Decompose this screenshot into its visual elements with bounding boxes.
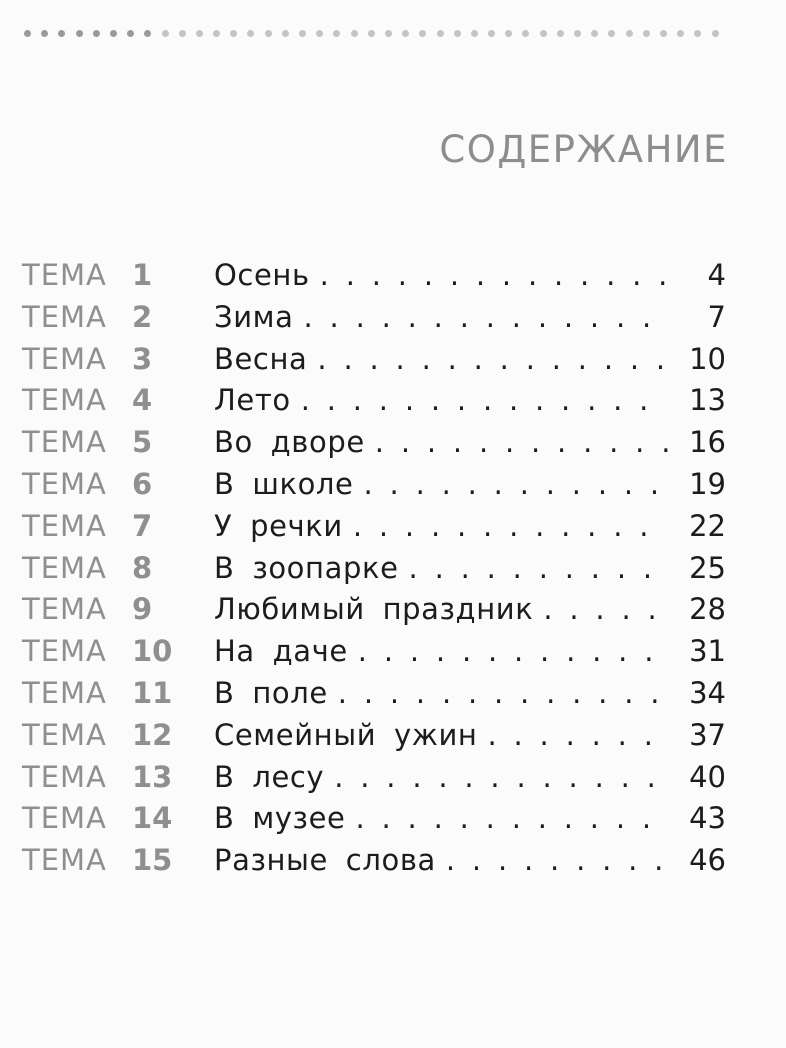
entry-title: Осень (214, 258, 310, 292)
border-dot (677, 30, 684, 37)
border-dot (471, 30, 478, 37)
toc-entry[interactable] (22, 589, 726, 631)
entry-title: В лесу (214, 759, 325, 794)
topic-number: 10 (132, 634, 173, 669)
border-dot (660, 30, 667, 37)
dot-leader (334, 757, 668, 799)
page-number: 40 (689, 759, 726, 794)
topic-number: 5 (132, 425, 153, 460)
toc-entry[interactable] (22, 422, 726, 464)
toc-entry[interactable] (22, 339, 726, 381)
page-number: 34 (689, 675, 726, 710)
topic-label: ТЕМА (22, 341, 107, 376)
topic-number: 7 (132, 508, 153, 543)
border-dot (368, 30, 375, 37)
entry-title: Весна (214, 341, 308, 376)
entry-title: Разные слова (214, 843, 436, 878)
topic-label: ТЕМА (22, 592, 107, 627)
border-dot (179, 30, 186, 37)
border-dot (626, 30, 633, 37)
topic-number: 1 (132, 258, 153, 292)
toc-entry[interactable] (22, 631, 726, 673)
border-dot (299, 30, 306, 37)
topic-label: ТЕМА (22, 508, 107, 543)
border-dot (41, 30, 48, 37)
topic-number: 14 (132, 801, 173, 836)
border-dot (282, 30, 289, 37)
topic-label: ТЕМА (22, 299, 107, 334)
page-number: 25 (689, 550, 726, 585)
border-dot (333, 30, 340, 37)
entry-title: У речки (214, 508, 343, 543)
dot-leader (317, 339, 668, 381)
border-dot (213, 30, 220, 37)
entry-title: В музее (214, 801, 346, 836)
border-dot (230, 30, 237, 37)
border-dot (76, 30, 83, 37)
topic-label: ТЕМА (22, 801, 107, 836)
toc-entry[interactable] (22, 673, 726, 715)
page-number: 13 (689, 383, 726, 418)
topic-number: 8 (132, 550, 153, 585)
page-number: 46 (689, 843, 726, 878)
toc-entry[interactable] (22, 464, 726, 506)
dot-leader (320, 255, 668, 297)
topic-label: ТЕМА (22, 425, 107, 460)
dot-leader (543, 589, 668, 631)
topic-number: 3 (132, 341, 153, 376)
entry-title: Во дворе (214, 425, 365, 460)
border-dot (608, 30, 615, 37)
toc-entry[interactable] (22, 297, 726, 339)
topic-number: 15 (132, 843, 173, 878)
topic-number: 2 (132, 299, 153, 334)
entry-title: В зоопарке (214, 550, 399, 585)
border-dot (162, 30, 169, 37)
border-dot (58, 30, 65, 37)
border-dot (402, 30, 409, 37)
topic-label: ТЕМА (22, 759, 107, 794)
dot-leader (304, 297, 669, 339)
page-title: СОДЕРЖАНИЕ (439, 128, 728, 171)
entry-title: Семейный ужин (214, 717, 478, 752)
entry-title: Лето (214, 383, 291, 418)
border-dot (316, 30, 323, 37)
topic-label: ТЕМА (22, 843, 107, 878)
page-number: 37 (689, 717, 726, 752)
topic-number: 6 (132, 466, 153, 501)
border-dot (351, 30, 358, 37)
toc-entry[interactable] (22, 715, 726, 757)
border-dot (110, 30, 117, 37)
dot-leader (338, 673, 668, 715)
border-dot (694, 30, 701, 37)
dot-leader (409, 548, 668, 590)
entry-title: Любимый праздник (214, 592, 534, 627)
entry-title: Зима (214, 299, 294, 334)
border-dot (522, 30, 529, 37)
border-dot (488, 30, 495, 37)
border-dot (419, 30, 426, 37)
page-number: 7 (707, 299, 726, 334)
topic-label: ТЕМА (22, 258, 107, 292)
dot-leader (358, 631, 668, 673)
border-dot (557, 30, 564, 37)
decorative-dot-border (24, 30, 724, 40)
dot-leader (446, 840, 668, 882)
dot-leader (353, 506, 668, 548)
border-dot (505, 30, 512, 37)
page-number: 16 (689, 425, 726, 460)
topic-label: ТЕМА (22, 675, 107, 710)
entry-title: В поле (214, 675, 328, 710)
dot-leader (355, 798, 668, 840)
entry-title: На даче (214, 634, 348, 669)
border-dot (247, 30, 254, 37)
border-dot (540, 30, 547, 37)
topic-label: ТЕМА (22, 466, 107, 501)
border-dot (643, 30, 650, 37)
border-dot (127, 30, 134, 37)
border-dot (437, 30, 444, 37)
toc-entry[interactable] (22, 506, 726, 548)
border-dot (385, 30, 392, 37)
page-number: 4 (707, 258, 726, 292)
border-dot (454, 30, 461, 37)
topic-number: 4 (132, 383, 153, 418)
toc-entry[interactable] (22, 380, 726, 422)
entry-title: В школе (214, 466, 354, 501)
toc-entry[interactable] (22, 548, 726, 590)
dot-leader (364, 464, 669, 506)
border-dot (144, 30, 151, 37)
topic-label: ТЕМА (22, 383, 107, 418)
topic-number: 11 (132, 675, 173, 710)
dot-leader (301, 380, 668, 422)
border-dot (24, 30, 31, 37)
page-number: 31 (689, 634, 726, 669)
topic-number: 13 (132, 759, 173, 794)
border-dot (591, 30, 598, 37)
page-number: 43 (689, 801, 726, 836)
page-number: 19 (689, 466, 726, 501)
table-of-contents (22, 255, 726, 882)
toc-entry[interactable] (22, 798, 726, 840)
page-number: 22 (689, 508, 726, 543)
border-dot (196, 30, 203, 37)
toc-entry[interactable] (22, 255, 726, 297)
border-dot (712, 30, 719, 37)
topic-label: ТЕМА (22, 634, 107, 669)
topic-label: ТЕМА (22, 550, 107, 585)
topic-number: 9 (132, 592, 153, 627)
border-dot (574, 30, 581, 37)
topic-label: ТЕМА (22, 717, 107, 752)
dot-leader (375, 422, 668, 464)
page-number: 10 (689, 341, 726, 376)
border-dot (93, 30, 100, 37)
border-dot (265, 30, 272, 37)
toc-entry[interactable] (22, 757, 726, 799)
dot-leader (487, 715, 668, 757)
page-number: 28 (689, 592, 726, 627)
topic-number: 12 (132, 717, 173, 752)
toc-entry[interactable] (22, 840, 726, 882)
